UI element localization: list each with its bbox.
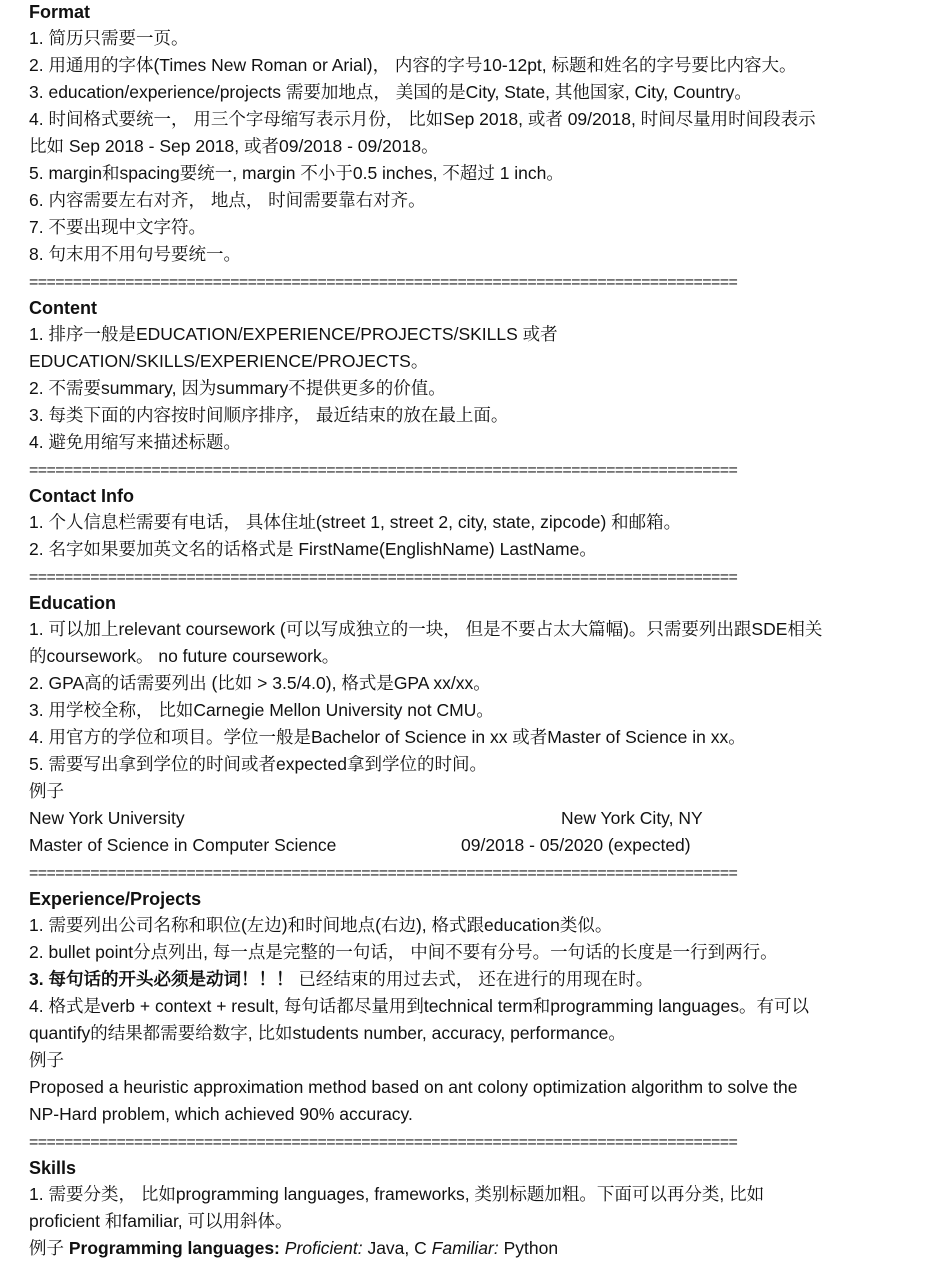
format-item-1: 1. 简历只需要一页。	[29, 28, 189, 48]
education-example-row-2	[29, 832, 928, 859]
skills-familiar-label: Familiar:	[431, 1238, 499, 1258]
skills-proficient-list: Java, C	[362, 1238, 432, 1258]
experience-item-1: 1. 需要列出公司名称和职位(左边)和时间地点(右边), 格式跟education类似。	[29, 915, 613, 935]
format-item-4-cont: 比如 Sep 2018 - Sep 2018, 或者09/2018 - 09/2018。	[29, 136, 439, 156]
example-degree: Master of Science in Computer Science	[29, 835, 337, 855]
experience-item-4-cont: quantify的结果都需要给数字, 比如students number, accuracy, performance。	[29, 1023, 626, 1043]
content-item-1: 1. 排序一般是EDUCATION/EXPERIENCE/PROJECTS/SKILLS 或者	[29, 324, 558, 344]
example-dates: 09/2018 - 05/2020 (expected)	[461, 835, 691, 855]
separator: =================================================================================	[29, 462, 738, 479]
format-item-3: 3. education/experience/projects 需要加地点， 美国的是City, State, 其他国家, City, Country。	[29, 82, 752, 102]
education-item-5: 5. 需要写出拿到学位的时间或者expected拿到学位的时间。	[29, 754, 487, 774]
experience-item-3-rest: 已经结束的用过去式， 还在进行的用现在时。	[293, 969, 654, 989]
skills-item-1: 1. 需要分类， 比如programming languages, frameworks, 类别标题加粗。下面可以再分类, 比如	[29, 1184, 765, 1204]
experience-item-2: 2. bullet point分点列出, 每一点是完整的一句话， 中间不要有分号。一句话的长度是一行到两行。	[29, 942, 778, 962]
skills-item-1-cont: proficient 和familiar, 可以用斜体。	[29, 1211, 293, 1231]
experience-section	[29, 887, 928, 1156]
education-item-3: 3. 用学校全称， 比如Carnegie Mellon University not CMU。	[29, 700, 494, 720]
education-item-1-cont: 的coursework。 no future coursework。	[29, 646, 340, 666]
education-example-label: 例子	[29, 781, 64, 801]
format-item-5: 5. margin和spacing要统一, margin 不小于0.5 inches, 不超过 1 inch。	[29, 163, 564, 183]
experience-example-line-1: Proposed a heuristic approximation method based on ant colony optimization algorithm to solve the	[29, 1077, 798, 1097]
education-item-4: 4. 用官方的学位和项目。学位一般是Bachelor of Science in xx 或者Master of Science in xx。	[29, 727, 746, 747]
skills-proficient-label: Proficient:	[284, 1238, 363, 1258]
experience-heading: Experience/Projects	[29, 889, 202, 909]
format-item-8: 8. 句末用不用句号要统一。	[29, 244, 241, 264]
experience-item-4: 4. 格式是verb + context + result, 每句话都尽量用到technical term和programming languages。有可以	[29, 996, 809, 1016]
format-section	[29, 0, 928, 296]
education-item-2: 2. GPA高的话需要列出 (比如 > 3.5/4.0), 格式是GPA xx/xx。	[29, 673, 491, 693]
skills-heading: Skills	[29, 1158, 77, 1178]
experience-item-3	[29, 966, 928, 993]
example-location: New York City, NY	[561, 808, 703, 828]
experience-example-label: 例子	[29, 1050, 64, 1070]
skills-section	[29, 1156, 928, 1262]
separator: =================================================================================	[29, 865, 738, 882]
separator: =================================================================================	[29, 1134, 738, 1151]
experience-item-3-bold: 3. 每句话的开头必须是动词！！！	[29, 969, 294, 989]
education-heading: Education	[29, 593, 117, 613]
format-item-7: 7. 不要出现中文字符。	[29, 217, 206, 237]
format-item-2: 2. 用通用的字体(Times New Roman or Arial)， 内容的字号10-12pt, 标题和姓名的字号要比内容大。	[29, 55, 797, 75]
separator: =================================================================================	[29, 569, 738, 586]
education-section	[29, 591, 928, 887]
format-heading: Format	[29, 2, 91, 22]
contact-item-2: 2. 名字如果要加英文名的话格式是 FirstName(EnglishName) LastName。	[29, 539, 597, 559]
experience-example-line-2: NP-Hard problem, which achieved 90% accuracy.	[29, 1104, 413, 1124]
content-item-1-cont: EDUCATION/SKILLS/EXPERIENCE/PROJECTS。	[29, 351, 429, 371]
skills-example-label: 例子	[29, 1238, 69, 1258]
content-item-2: 2. 不需要summary, 因为summary不提供更多的价值。	[29, 378, 446, 398]
skills-example-category: Programming languages:	[68, 1238, 280, 1258]
format-item-6: 6. 内容需要左右对齐， 地点， 时间需要靠右对齐。	[29, 190, 426, 210]
education-item-1: 1. 可以加上relevant coursework (可以写成独立的一块， 但是不要占太大篇幅)。只需要列出跟SDE相关	[29, 619, 823, 639]
example-school: New York University	[29, 808, 185, 828]
contact-item-1: 1. 个人信息栏需要有电话， 具体住址(street 1, street 2, city, state, zipcode) 和邮箱。	[29, 512, 682, 532]
content-item-4: 4. 避免用缩写来描述标题。	[29, 432, 241, 452]
content-heading: Content	[29, 298, 97, 318]
content-item-3: 3. 每类下面的内容按时间顺序排序， 最近结束的放在最上面。	[29, 405, 509, 425]
contact-section	[29, 484, 928, 591]
contact-heading: Contact Info	[29, 486, 134, 506]
education-example-row-1	[29, 805, 928, 832]
separator: =================================================================================	[29, 274, 738, 291]
content-section	[29, 296, 928, 484]
skills-familiar-list: Python	[498, 1238, 559, 1258]
format-item-4: 4. 时间格式要统一， 用三个字母缩写表示月份， 比如Sep 2018, 或者 09/2018, 时间尽量用时间段表示	[29, 109, 816, 129]
skills-example	[29, 1235, 928, 1262]
